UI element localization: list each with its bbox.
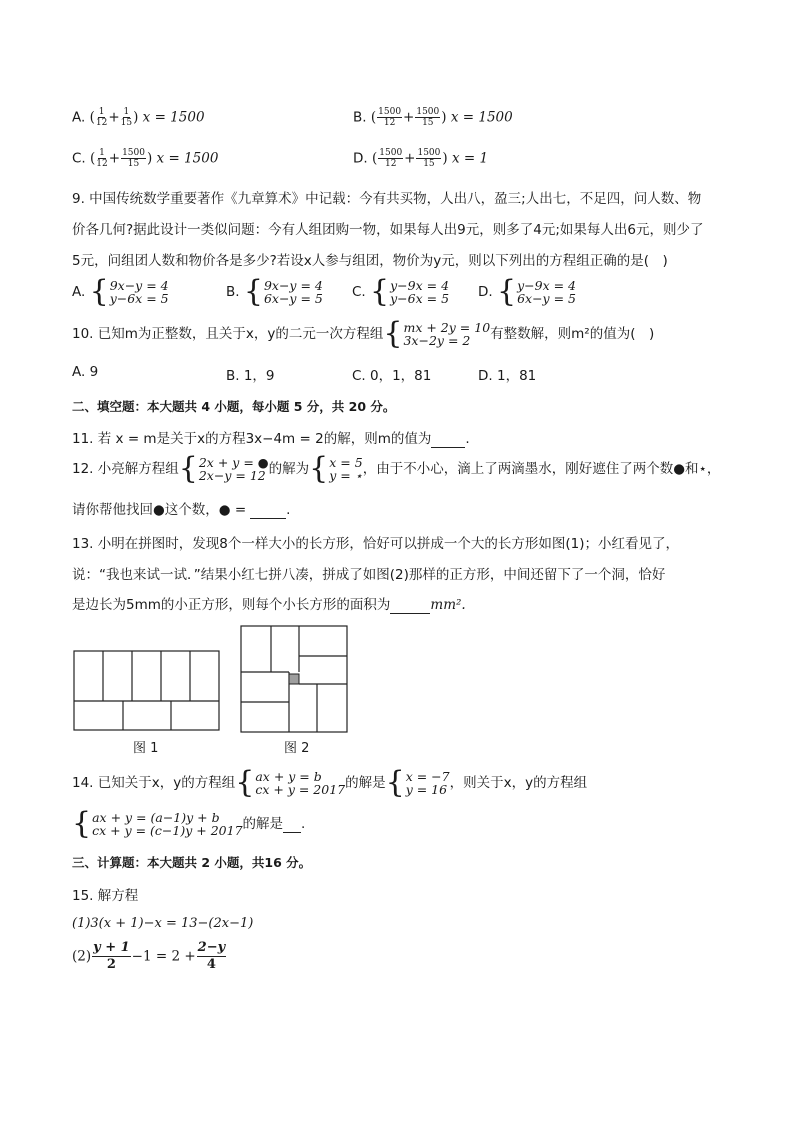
numerator: 2−y [197, 940, 226, 955]
fraction [121, 107, 132, 128]
q9-text-line-3: 5元，问组团人数和物价各是多少?若设x人参与组团，物价为y元，则以下列出的方程组正确的是( ) [72, 253, 668, 269]
q10-option-b: B. 1，9 [226, 368, 275, 384]
equation-row: cx + y = (c−1)y + 2017 [92, 823, 243, 838]
fraction [416, 148, 441, 169]
q12-line-2 [72, 498, 290, 519]
numerator: 1500 [122, 148, 145, 158]
equation-row: y = 16 [405, 782, 448, 797]
answer-blank[interactable] [431, 431, 465, 448]
option-label: B. [226, 284, 240, 300]
option-label: A. [72, 284, 86, 300]
q12-text-mid: 的解为 [268, 461, 310, 477]
q12-text-pre: 12. 小亮解方程组 [72, 461, 179, 477]
fraction [197, 940, 227, 973]
q10-question [72, 316, 655, 351]
fraction [121, 148, 146, 169]
denominator: 15 [422, 118, 434, 128]
q10-option-c: C. 0，1，81 [352, 368, 432, 384]
equation-row: y−6x = 5 [390, 291, 450, 306]
q9-option-d [478, 274, 576, 309]
option-label: A. [72, 109, 86, 126]
fraction [415, 107, 440, 128]
equation-system: { 9x−y = 4 6x−y = 5 [243, 274, 323, 309]
equation-row: y = ⋆ [329, 468, 363, 483]
equation-row: y−9x = 4 [517, 278, 576, 293]
equation-row: ax + y = b [255, 769, 322, 784]
q13-text-line-1: 13. 小明在拼图时，发现8个一样大小的长方形，恰好可以拼成一个大的长方形如图(1)；小红看见了， [72, 536, 679, 552]
q12-text-line2-post: . [286, 502, 291, 518]
numerator: 1500 [378, 107, 402, 117]
equation-system: { 2x + y = ● 2x−y = 12 [178, 451, 269, 486]
figure-1-rectangles [73, 650, 221, 732]
numerator: y + 1 [93, 940, 130, 955]
q14-text-tail-post: . [301, 816, 306, 832]
equation-row: 9x−y = 4 [109, 278, 169, 293]
q15-part-1: (1)3(x + 1)−x = 13−(2x−1) [72, 916, 254, 931]
q8-option-a: A. ( $\frac{1}{12}$ + $\frac{1}{15}$ ) x = 1500 [72, 107, 205, 128]
q11-text: 11. 若 x = m是关于x的方程3x−4m = 2的解，则m的值为 [72, 431, 432, 447]
q8-option-d: D. ( $\frac{1500}{12}$ + $\frac{1500}{15}$ ) x = 1 [353, 148, 489, 169]
q8-option-b: B. ( $\frac{1500}{12}$ + $\frac{1500}{15}$ ) x = 1500 [353, 107, 513, 128]
q15-title: 15. 解方程 [72, 888, 139, 904]
solution-system: { x = −7 y = 16 [385, 765, 450, 800]
fraction [92, 940, 131, 973]
option-label: C. [72, 150, 86, 167]
q11-question [72, 427, 470, 448]
q14-line-2 [72, 806, 306, 841]
equation-row: 2x−y = 12 [198, 468, 266, 483]
solution-system: { x = 5 y = ⋆ [309, 451, 363, 486]
denominator: 12 [96, 159, 108, 169]
fraction [377, 107, 402, 128]
numerator: 1 [98, 107, 105, 117]
q14-text-pre: 14. 已知关于x，y的方程组 [72, 775, 236, 791]
numerator: 1 [123, 107, 130, 117]
equation-system: { y−9x = 4 y−6x = 5 [370, 274, 450, 309]
q14-text-post: ，则关于x，y的方程组 [449, 775, 588, 791]
denominator: 12 [383, 118, 396, 128]
equation-row: ax + y = (a−1)y + b [92, 810, 220, 825]
section-heading-fill-in: 二、填空题：本大题共 4 小题，每小题 5 分，共 20 分。 [72, 399, 396, 414]
equation-system: { ax + y = (a−1)y + b cx + y = (c−1)y + 2017 [72, 806, 243, 841]
equation-rest: x = 1500 [450, 109, 513, 126]
q11-text-post: . [465, 431, 470, 447]
q12-question [72, 451, 721, 486]
figure-2-square-with-hole [240, 625, 350, 735]
equation-system: { ax + y = b cx + y = 2017 [235, 765, 346, 800]
unit: mm². [430, 597, 466, 613]
q8-option-c: C. ( $\frac{1}{12}$ + $\frac{1500}{15}$ ) x = 1500 [72, 148, 219, 169]
answer-blank[interactable] [250, 502, 286, 519]
equation-row: 2x + y = ● [198, 455, 269, 470]
numerator: 1 [99, 148, 105, 158]
equation-row: x = 5 [329, 455, 363, 470]
answer-blank[interactable] [283, 816, 301, 833]
q10-text-post: 有整数解，则m²的值为( ) [490, 326, 655, 342]
numerator: 1500 [379, 148, 403, 158]
q10-option-d: D. 1，81 [478, 368, 537, 384]
figure-1-caption: 图 1 [133, 741, 159, 756]
denominator: 12 [95, 118, 108, 128]
equation-row: 9x−y = 4 [263, 278, 323, 293]
answer-blank[interactable] [390, 597, 430, 614]
figure-2-caption: 图 2 [284, 741, 310, 756]
q12-text-line2: 请你帮他找回●这个数，● = [72, 502, 247, 518]
q12-text-post: ，由于不小心，滴上了两滴墨水，刚好遮住了两个数●和⋆， [362, 461, 721, 477]
q9-text-line-1: 9. 中国传统数学重要著作《九章算术》中记载：今有共买物，人出八，盈三;人出七，不足四，问人数、物 [72, 191, 702, 207]
equation-row: 3x−2y = 2 [403, 333, 471, 348]
equation-row: cx + y = 2017 [255, 782, 346, 797]
q14-text-mid: 的解是 [345, 775, 386, 791]
equation-row: 6x−y = 5 [263, 291, 323, 306]
q10-option-a: A. 9 [72, 364, 99, 380]
q13-text-line3: 是边长为5mm的小正方形，则每个小长方形的面积为 [72, 597, 391, 613]
equation-system: { y−9x = 4 6x−y = 5 [496, 274, 576, 309]
equation-row: x = −7 [405, 769, 450, 784]
fraction [96, 107, 107, 128]
denominator: 2 [106, 957, 116, 972]
q13-text-line-2: 说：“我也来试一试．”结果小红七拼八凑，拼成了如图(2)那样的正方形，中间还留下了一个洞，恰好 [72, 567, 666, 583]
option-label: B. [353, 109, 367, 126]
q9-text-line-2: 价各几何?据此设计一类似问题：今有人组团购一物，如果每人出9元，则多了4元;如果每人出6元，则少了 [72, 222, 704, 238]
denominator: 4 [206, 957, 216, 972]
equation-system: { mx + 2y = 10 3x−2y = 2 [383, 316, 491, 351]
q9-option-c [352, 274, 450, 309]
denominator: 12 [384, 159, 397, 169]
q13-text-line-3 [72, 593, 466, 614]
q9-option-b [226, 274, 323, 309]
q9-option-a [72, 274, 169, 309]
equation-row: y−9x = 4 [390, 278, 450, 293]
equation-rest: x = 1500 [142, 109, 205, 126]
denominator: 15 [120, 118, 133, 128]
denominator: 15 [423, 159, 435, 169]
equation-row: y−6x = 5 [109, 291, 169, 306]
denominator: 15 [127, 159, 140, 169]
equation-mid: −1 = 2 + [131, 948, 196, 965]
q14-text-tail: 的解是 [242, 816, 284, 832]
option-label: D. [478, 284, 493, 300]
numerator: 1500 [416, 107, 440, 117]
fraction [378, 148, 403, 169]
q10-text-pre: 10. 已知m为正整数，且关于x，y的二元一次方程组 [72, 326, 384, 342]
q15-part-2 [72, 940, 227, 973]
equation-row: 6x−y = 5 [517, 291, 576, 306]
equation-row: mx + 2y = 10 [403, 320, 491, 335]
option-label: D. [353, 150, 368, 167]
q14-question [72, 765, 588, 800]
part-label: (2) [72, 948, 92, 965]
equation-rest: x = 1500 [156, 150, 219, 167]
equation-rest: x = 1 [451, 150, 489, 167]
equation-system: { 9x−y = 4 y−6x = 5 [89, 274, 169, 309]
section-heading-calculation: 三、计算题：本大题共 2 小题，共16 分。 [72, 855, 312, 870]
option-label: C. [352, 284, 366, 300]
fraction [96, 148, 107, 169]
numerator: 1500 [417, 148, 441, 158]
